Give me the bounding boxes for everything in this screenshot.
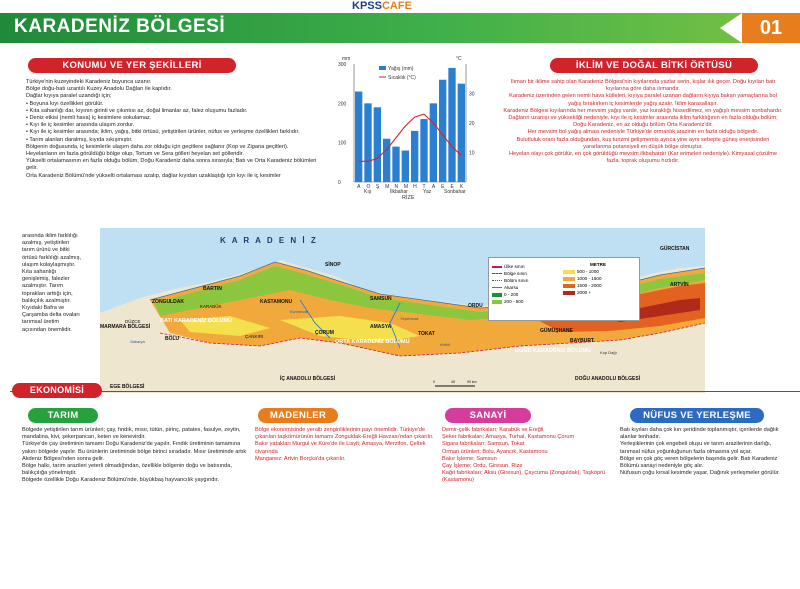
- country-label: GÜRCİSTAN: [660, 246, 690, 252]
- legend-swatch: [492, 300, 502, 304]
- chart-x-tick: A: [357, 184, 361, 190]
- chart-y-tick-left: 300: [338, 62, 347, 68]
- chart-bar: [448, 68, 455, 182]
- city-label: ÇORUM: [315, 330, 334, 336]
- legend-text: 200 - 500: [504, 299, 524, 304]
- konum-side-line: örtüsü farklılığı azalmış,: [22, 254, 82, 261]
- sanayi-text: [442, 427, 612, 485]
- city-label: TOKAT: [418, 331, 435, 337]
- chart-bar: [383, 139, 390, 182]
- chart-x-tick: H: [413, 184, 417, 190]
- konum-side-line: toprakları arttığı için,: [22, 290, 73, 297]
- page-number: 01: [742, 13, 800, 43]
- legend-text: Ülke sınırı: [504, 264, 525, 269]
- chart-bar: [355, 92, 362, 182]
- scale-label: 90 km: [467, 380, 477, 384]
- legend-range-item: [563, 282, 633, 289]
- legend-swatch: [563, 291, 575, 295]
- city-label: KARABÜK: [200, 304, 222, 309]
- page-title: KARADENİZ BÖLGESİ: [14, 16, 226, 37]
- city-label: DÜZCE: [125, 319, 141, 324]
- chart-bar: [364, 103, 371, 182]
- chart-bar: [458, 84, 465, 182]
- sanayi-line: Demir-çelik fabrikaları; Karabük ve Ereğli: [442, 427, 544, 433]
- header-arrow-shape: [720, 13, 742, 43]
- legend-range-item: [492, 291, 552, 298]
- city-label: ORDU: [468, 303, 483, 309]
- legend-swatch: [563, 284, 575, 288]
- iklim-line: Ilıman bir iklime sahip olan Karadeniz Bölgesi'nin kıyılarında yazlar serin, kışlar ılık geçer. Doğu kıyıları batı kıyılarına göre daha ılımandır.: [510, 79, 776, 93]
- city-label: BOLU: [165, 336, 180, 342]
- tarim-line: Bölge halkı, tarım arazileri yeterli olmadığından, özellikle bölgenin doğu ve batısında, balıkçılığa yönelmiştir.: [22, 463, 232, 477]
- chart-y-tick-left: 200: [338, 101, 347, 108]
- legend-swatch: [492, 266, 502, 268]
- sanayi-line: Çay İşleme; Ordu, Giresun, Rize: [442, 463, 523, 470]
- season-label: Sonbahar: [444, 189, 466, 195]
- chart-y-tick-right: 20: [469, 121, 475, 127]
- section-title-konum: KONUMU VE YER ŞEKİLLERİ: [28, 58, 236, 73]
- legend-text: Bölge sınırı: [504, 271, 528, 276]
- sanayi-line: Kağıt fabrikaları; Aksu (Giresun), Çaycuma (Zonguldak), Taşköprü (Kastamonu): [442, 470, 606, 484]
- chart-x-tick: O: [366, 184, 371, 190]
- legend-swatch: [492, 293, 502, 297]
- neighbor-region-label: EGE BÖLGESİ: [110, 384, 145, 390]
- chart-x-tick: E: [450, 184, 454, 190]
- region-label: BATI KARADENİZ BÖLÜMÜ: [160, 318, 233, 324]
- city-label: BAYBURT: [570, 338, 594, 344]
- iklim-line: Karadeniz üzerinden gelen nemli hava kütleleri, kıyıya paralel uzanan dağların kıyıya bakan yamaçlarına bol yağış bırakırken iç kesimlerde yağış azalır. İklim karasallaşır.: [509, 93, 777, 107]
- river-label: Kelkit: [440, 342, 450, 347]
- tarim-line: Türkiye'de çay üretiminin tamamı Doğu Karadeniz'de yapılır. Fındık üretiminin tamamına yakını bölgede yapılır. Bu ürünlerin üretiminde bölge birinci sıradadır. Mısır üretiminde artık Akdeniz Bölgesi'nden sonra gelir.: [22, 441, 247, 462]
- legend-rain-swatch: [379, 66, 386, 70]
- konum-text: [26, 79, 326, 180]
- madenler-text: [255, 427, 435, 463]
- sanayi-line: Sigara fabrikaları; Samsun, Tokat: [442, 441, 525, 448]
- legend-swatch: [563, 277, 575, 281]
- brand-right: CAFE: [381, 0, 412, 12]
- sanayi-line: Şeker fabrikaları; Amasya, Turhal, Kastamonu Çorum: [442, 434, 575, 441]
- legend-line-item: [492, 263, 552, 270]
- konum-line: Dağlar kıyıya paralel uzandığı için;: [26, 93, 112, 100]
- legend-swatch: [492, 287, 502, 288]
- legend-text: Bölüm sınırı: [504, 278, 529, 283]
- sea-label: K A R A D E N İ Z: [220, 236, 318, 245]
- legend-swatch: [492, 273, 502, 275]
- chart-bar: [402, 151, 409, 182]
- konum-side-line: tarım ürünü ve bitki: [22, 247, 70, 254]
- legend-rain-label: Yağış (mm): [388, 66, 414, 72]
- konum-side-text: [22, 233, 98, 334]
- konum-side-line: açısından önemlidir.: [22, 326, 72, 333]
- legend-swatch: [492, 280, 502, 282]
- konum-side-line: balıkçılık azalmıştır.: [22, 297, 71, 304]
- legend-range-item: [563, 289, 633, 296]
- section-title-tarim: TARIM: [28, 408, 98, 423]
- konum-side-line: Çarşamba delta ovaları: [22, 312, 80, 319]
- city-label: AMASYA: [370, 324, 392, 330]
- chart-bar: [420, 119, 427, 182]
- city-label: KASTAMONU: [260, 299, 293, 305]
- scale-label: 0: [433, 380, 435, 384]
- chart-x-tick: E: [441, 184, 445, 190]
- legend-text: 500 - 1000: [577, 269, 599, 274]
- konum-side-line: arasında iklim farklılığı: [22, 233, 78, 239]
- chart-y-tick-left: 0: [338, 180, 341, 186]
- chart-bar: [392, 147, 399, 182]
- mountain-label: Kop Dağı: [600, 350, 617, 355]
- chart-bar: [374, 107, 381, 182]
- nufus-line: Batı kıyıları daha çok kırı şeridinde toplanmıştır, içerilerde dağlık alanlar tenhadır.: [620, 427, 779, 441]
- section-title-sanayi: SANAYİ: [445, 408, 531, 423]
- iklim-line: Karadeniz Bölgesi kıyılarında her mevsim yağış vardır, yaz kuraklığı hissedilmez, en yağışlı mevsim sonbahardır.: [503, 107, 783, 114]
- region-label: ORTA KARADENİZ BÖLÜMÜ: [335, 339, 410, 345]
- region-label: DOĞU KARADENİZ BÖLÜMÜ: [515, 348, 592, 354]
- konum-line: • Kıta sahanlığı dar, kıyının girinti ve çıkıntısı az, doğal limanlar az, falez oluşumu fazladır.: [26, 107, 248, 114]
- iklim-line: Bulutluluk oranı fazla olduğundan, kuş turizmi gelişmemiş ayrıca yine aynı sebepte güneş enerjisinden yararlanma potansiyeli en düşük bölge olmuştur.: [516, 136, 770, 150]
- konum-side-line: azalmıştır. Tarım: [22, 283, 63, 290]
- scale-label: 45: [451, 380, 455, 384]
- legend-range-item: [563, 275, 633, 282]
- legend-text: 1500 - 2000: [577, 283, 602, 288]
- city-label: ARTVİN: [670, 282, 689, 288]
- city-label: ZONGULDAK: [152, 299, 184, 305]
- chart-x-label: RİZE: [402, 195, 415, 200]
- neighbor-region-label: DOĞU ANADOLU BÖLGESİ: [575, 376, 641, 382]
- legend-line-item: [492, 270, 552, 277]
- chart-y-tick-right: 10: [469, 150, 475, 157]
- konum-side-line: genişlemiş, falezler: [22, 276, 70, 283]
- konum-line: Türkiye'nin kuzeyindeki Karadeniz boyunca uzanır.: [26, 79, 152, 85]
- konum-line: Yükselti ortalamasının en fazla olduğu bölüm, Doğu Karadeniz daha sonra sırasıyla; Batı ve Orta Karadeniz bölümleri gelir.: [26, 158, 317, 172]
- tarim-text: [22, 427, 247, 485]
- chart-x-tick: M: [403, 184, 409, 190]
- madenler-line: Manganez: Artvin Borçka'da çıkarılır.: [255, 455, 346, 462]
- section-title-madenler: MADENLER: [258, 408, 338, 423]
- chart-bar: [430, 103, 437, 182]
- legend-temp-label: Sıcaklık (°C): [388, 75, 416, 81]
- sanayi-line: Bakır İşleme; Samsun: [442, 455, 497, 462]
- river-label: Yeşilırmak: [400, 316, 419, 321]
- chart-x-tick: N: [394, 184, 399, 190]
- city-label: SAMSUN: [370, 296, 392, 302]
- map-legend: [488, 257, 640, 321]
- legend-lines: [492, 263, 552, 305]
- section-title-iklim: İKLİM VE DOĞAL BİTKİ ÖRTÜSÜ: [550, 58, 758, 73]
- legend-line-item: [492, 284, 552, 291]
- nufus-text: [620, 427, 790, 477]
- legend-text: 1000 - 1500: [577, 276, 602, 281]
- season-label: Yaz: [423, 189, 432, 195]
- konum-line: • Tarım alanları daralmış, kıyıda sıkışmıştır.: [26, 136, 133, 143]
- river-label: Kızılırmak: [290, 309, 308, 314]
- konum-line: Orta Karadeniz Bölümü'nde yükselti ortalaması azalıp, dağlar kıyıdan uzaklaştığı için kıyı ile iç kesimler: [26, 172, 281, 179]
- chart-x-tick: K: [459, 184, 464, 190]
- iklim-text: [502, 79, 784, 165]
- section-title-nufus: NÜFUS VE YERLEŞME: [630, 408, 764, 423]
- madenler-line: Bölge ekonomisinde yeraltı zenginliklerinin payı önemlidir. Türkiye'de çıkarılan taşkömürünün tamamı Zonguldak-Ereğli Havzası'ndan çıkarılır.: [255, 427, 434, 441]
- nufus-line: Nüfusun çoğu kırsal kesimde yaşar. Dağınık yerleşmeler görülür.: [620, 470, 780, 477]
- konum-side-line: Kıyıdaki Bafra ve: [22, 305, 65, 312]
- konum-line: Heyelanların en fazla görüldüğü bölge olup, Tortum ve Sera gölleri heyelan set gölleridir.: [26, 151, 244, 158]
- tarim-line: Bölgede özellikle Doğu Karadeniz Bölümü'nde, büyükbaş hayvancılık yaygındır.: [22, 477, 219, 484]
- city-label: BARTIN: [203, 286, 222, 292]
- legend-text: 2000 +: [577, 290, 592, 295]
- nufus-line: Yerleşiklerinin çok engebeli oluşu ve tarım arazilerinin darlığı, tarımsal nüfus yoğunluğunun fazla olmasına yol açar.: [620, 441, 772, 455]
- konum-line: • Kıyı ile iç kesimler arasında ulaşım zordur.: [26, 122, 135, 129]
- legend-metre-title: METRE: [589, 262, 607, 267]
- city-label: ÇANKIRI: [245, 334, 264, 339]
- city-label: SİNOP: [325, 262, 341, 268]
- madenler-line: Bakır yatakları Murgul ve Küre'de ile Lisyit; Amasya, Merzifon, Çeltek civarında: [255, 441, 426, 455]
- legend-range-item: [492, 298, 552, 305]
- chart-x-tick: T: [422, 184, 426, 190]
- chart-bar: [411, 131, 418, 182]
- chart-x-tick: M: [385, 184, 390, 190]
- konum-line: • Kıyı ile iç kesimler arasında; iklim, yağış, bitki örtüsü, yetiştirilen ürünler, nüfus ve yerleşme özellikleri farklıdır.: [26, 129, 300, 136]
- konum-line: Bölge doğu-batı uzantılı Kuzey Anadolu Dağları ile kaplıdır.: [26, 86, 172, 93]
- legend-swatch: [563, 270, 575, 274]
- legend-text: Akarsu: [504, 285, 519, 290]
- brand-left: KPSS: [352, 0, 382, 12]
- konum-line: Bölgenin doğusunda, iç kesimlerle ulaşım daha zor olduğu için geçitlere sağlanır (Kop ve Zigana geçitleri).: [26, 143, 289, 150]
- chart-x-tick: A: [431, 184, 436, 190]
- chart-left-unit: mm: [342, 56, 351, 62]
- chart-y-tick-right: 30: [469, 91, 475, 98]
- section-title-ekonomi: EKONOMİSİ: [12, 383, 102, 398]
- ekonomi-divider: [10, 391, 800, 398]
- season-label: Kış: [364, 189, 372, 195]
- chart-x-tick: Ş: [375, 184, 380, 190]
- neighbor-region-label: İÇ ANADOLU BÖLGESİ: [280, 376, 336, 382]
- iklim-line: Her mevsim bol yağış alması nedeniyle Türkiye'de ormanlık arazinin en fazla olduğu bölgedir.: [527, 129, 759, 136]
- iklim-line: Dağların uzanışı ve yüksekliği nedeniyle, kıyı ile iç kesimler arasında iklim farklılığının en fazla olduğu bölüm; Doğu Karadeniz, en az olduğu bölüm Orta Karadeniz'dir.: [508, 115, 778, 129]
- chart-right-unit: °C: [456, 56, 462, 62]
- konum-side-line: Kıta sahanlığı: [22, 269, 57, 276]
- brand-logo: [352, 0, 412, 12]
- legend-ranges: [563, 261, 633, 296]
- city-label: GÜMÜŞHANE: [540, 328, 573, 334]
- konum-line: • Boyuna kıyı özellikleri görülür.: [26, 100, 104, 107]
- nufus-line: Bölge en çok göç veren bölgelerin başında gelir. Batı Karadeniz Bölümü sanayi nedeniyle göç alır.: [620, 455, 778, 470]
- season-label: İlkbahar: [390, 189, 408, 195]
- tarim-line: Bölgede yetiştirilen tarım ürünleri; çay, fındık, mısır, tütün, pirinç, patates, fasulye, zeytin, mandalina, kivi, şekerpancarı, keten ve kenevirdir.: [22, 427, 241, 441]
- konum-side-line: ulaşım kolaylaşmıştır.: [22, 261, 76, 268]
- legend-text: 0 - 200: [504, 292, 519, 297]
- iklim-line: Heyelan olayı çok görülür, en çok görüldüğü mevsim ilkbahardır (Kar erimeleri nedeniyle). Kimyasal çözülme fazla, toprak oluşumu hızlıdır.: [509, 151, 777, 165]
- konum-side-line: tarımsal üretim: [22, 319, 59, 326]
- konum-side-line: azalmış, yetiştirilen: [22, 240, 70, 247]
- legend-range-item: [563, 268, 633, 275]
- neighbor-region-label: MARMARA BÖLGESİ: [100, 324, 151, 330]
- rize-climate-chart: [334, 52, 484, 200]
- chart-y-tick-left: 100: [338, 140, 347, 147]
- sanayi-line: Orman ürünleri; Bolu, Ayancık, Kastamonu: [442, 448, 548, 455]
- konum-line: • Deniz etkisi (nemli hava) iç kesimlere sokulamaz.: [26, 115, 152, 122]
- river-label: Sakarya: [130, 339, 145, 344]
- legend-line-item: [492, 277, 552, 284]
